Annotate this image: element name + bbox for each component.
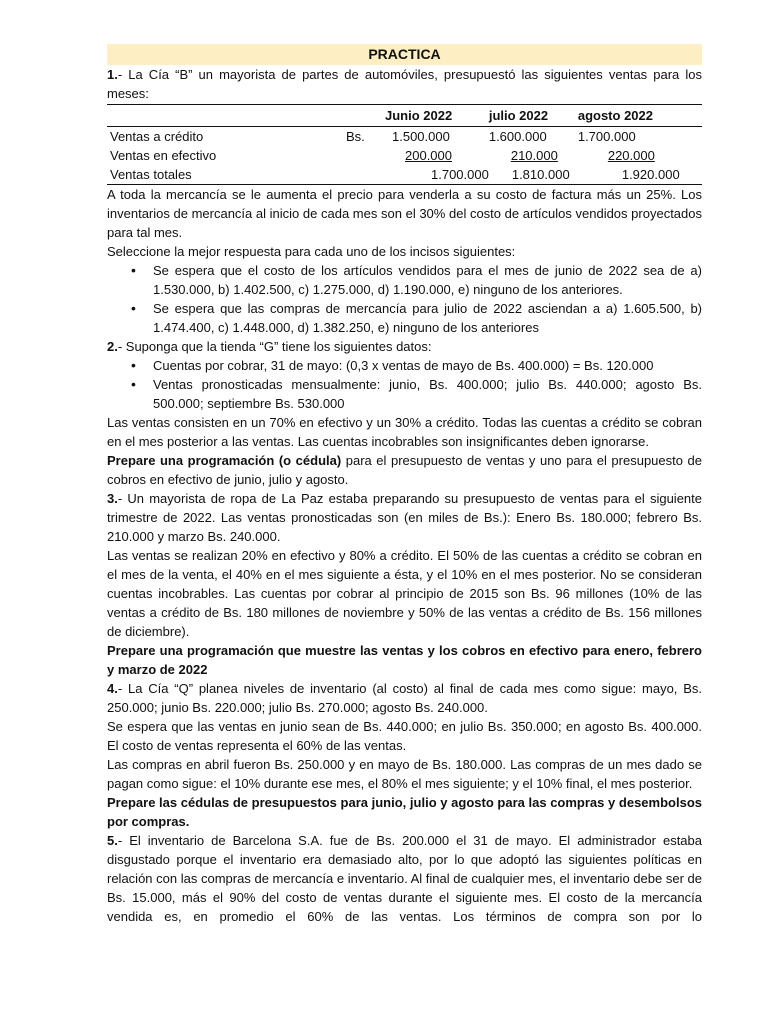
problem-2-text: Las ventas consisten en un 70% en efectivo y un 30% a crédito. Todas las cuentas a crédito se cobran en el mes posterior a las ventas. Las cuentas incobrables son insignificantes deben ignorarse. — [107, 415, 702, 449]
problem-4-prepare: Prepare las cédulas de presupuestos para junio, julio y agosto para las compras y desembolsos por compras. — [107, 795, 702, 829]
table-header-august: agosto 2022 — [578, 105, 702, 127]
problem-4-text-2: Las compras en abril fueron Bs. 250.000 y en mayo de Bs. 180.000. Las compras de un mes dado se pagan como sigue: el 10% durante ese mes, el 80% el mes siguiente; y el 10% final, el mes posterior. — [107, 757, 702, 791]
problem-4-number: 4. — [107, 681, 118, 696]
problem-1-bullet-list — [107, 261, 702, 337]
problem-5-intro-text: - El inventario de Barcelona S.A. fue de Bs. 200.000 el 31 de mayo. El administrador estaba disgustado porque el inventario era demasiado alto, por lo que adoptó las siguientes políticas en relación con las compras de mercancía e inventario. Al final de cualquier mes, el inventario debe ser de Bs. 15.000, más el 90% del costo de ventas durante el siguiente mes. El costo de la mercancía vendida es, en promedio el 60% de las ventas. Los términos de compra son por lo — [107, 833, 702, 924]
problem-5-number: 5. — [107, 833, 118, 848]
row-label: Ventas a crédito — [110, 129, 204, 144]
currency-label — [346, 146, 385, 165]
problem-1-intro — [107, 65, 702, 103]
table-header-july: julio 2022 — [489, 105, 578, 127]
cell: 220.000 — [607, 148, 655, 163]
cell: 1.920.000 — [578, 165, 702, 185]
cell: 1.700.000 — [385, 165, 489, 185]
cell: 1.600.000 — [488, 129, 547, 144]
problem-4-intro — [107, 679, 702, 717]
table-header-june: Junio 2022 — [385, 105, 489, 127]
table-header-row — [107, 105, 702, 127]
problem-3-intro-text: - Un mayorista de ropa de La Paz estaba preparando su presupuesto de ventas para el siguiente trimestre de 2022. Las ventas pronosticadas son (en miles de Bs.): Enero Bs. 180.000; febrero Bs. 210.000 y marzo Bs. 240.000. — [107, 491, 702, 544]
row-label: Ventas totales — [107, 165, 346, 185]
problem-2-number: 2. — [107, 339, 118, 354]
problem-1-number: 1. — [107, 67, 118, 82]
problem-3-number: 3. — [107, 491, 118, 506]
problem-2-prepare-bold: Prepare una programación (o cédula) — [107, 453, 342, 468]
table-row — [107, 146, 702, 165]
table-row — [107, 165, 702, 185]
cell: 1.810.000 — [489, 165, 578, 185]
currency-label: Bs. — [346, 129, 365, 144]
row-label: Ventas en efectivo — [110, 148, 217, 163]
problem-1-intro-text: - La Cía “B” un mayorista de partes de automóviles, presupuestó las siguientes ventas para los meses: — [107, 67, 702, 101]
problem-5-intro — [107, 831, 702, 926]
problem-3-intro — [107, 489, 702, 546]
problem-3-text: Las ventas se realizan 20% en efectivo y 80% a crédito. El 50% de las cuentas a crédito se cobran en el mes de la venta, el 40% en el mes siguiente a ésta, y el 10% en el mes posterior. No se consideran cuentas incobrables. Las cuentas por cobrar al principio de 2015 son Bs. 96 millones (10% de las ventas a crédito de Bs. 180 millones de noviembre y 50% de las ventas a crédito de Bs. 156 millones de diciembre). — [107, 548, 702, 639]
list-item: • Cuentas por cobrar, 31 de mayo: (0,3 x ventas de mayo de Bs. 400.000) = Bs. 120.000 — [153, 356, 702, 375]
cell: 210.000 — [510, 148, 558, 163]
table-row — [107, 127, 702, 147]
list-item: • Ventas pronosticadas mensualmente: junio, Bs. 400.000; julio Bs. 440.000; agosto Bs. 500.000; septiembre Bs. 530.000 — [153, 375, 702, 413]
problem-2-prepare — [107, 451, 702, 489]
problem-2-prepare-rest: para el presupuesto de ventas y uno para el presupuesto de cobros en efectivo de junio, julio y agosto. — [107, 453, 702, 487]
problem-4-intro-text: - La Cía “Q” planea niveles de inventario (al costo) al final de cada mes como sigue: mayo, Bs. 250.000; junio Bs. 220.000; julio Bs. 270.000; agosto Bs. 240.000. — [107, 681, 702, 715]
problem-3-prepare: Prepare una programación que muestre las ventas y los cobros en efectivo para enero, febrero y marzo de 2022 — [107, 643, 702, 677]
page-title: PRACTICA — [107, 44, 702, 65]
document-page — [107, 44, 702, 926]
cell: 1.700.000 — [577, 129, 636, 144]
problem-1-instruction: Seleccione la mejor respuesta para cada uno de los incisos siguientes: — [107, 244, 516, 259]
cell: 1.500.000 — [392, 129, 450, 144]
sales-budget-table — [107, 104, 702, 185]
problem-2-bullet-list — [107, 356, 702, 413]
problem-4-text-1: Se espera que las ventas en junio sean de Bs. 440.000; en julio Bs. 350.000; en agosto Bs. 400.000. El costo de ventas representa el 60% de las ventas. — [107, 719, 702, 753]
currency-label — [346, 165, 385, 185]
list-item: • Se espera que las compras de mercancía para julio de 2022 asciendan a a) 1.605.500, b) 1.474.400, c) 1.448.000, d) 1.382.250, e) ninguno de los anteriores — [153, 299, 702, 337]
cell: 200.000 — [405, 148, 452, 163]
problem-2-intro — [107, 337, 702, 356]
problem-2-intro-text: - Suponga que la tienda “G” tiene los siguientes datos: — [117, 339, 432, 354]
list-item: • Se espera que el costo de los artículos vendidos para el mes de junio de 2022 sea de a) 1.530.000, b) 1.402.500, c) 1.275.000, d) 1.190.000, e) ninguno de los anteriores. — [153, 261, 702, 299]
problem-1-text: A toda la mercancía se le aumenta el precio para venderla a su costo de factura más un 25%. Los inventarios de mercancía al inicio de cada mes son el 30% del costo de artículos vendidos proyectados para tal mes. — [107, 187, 702, 240]
